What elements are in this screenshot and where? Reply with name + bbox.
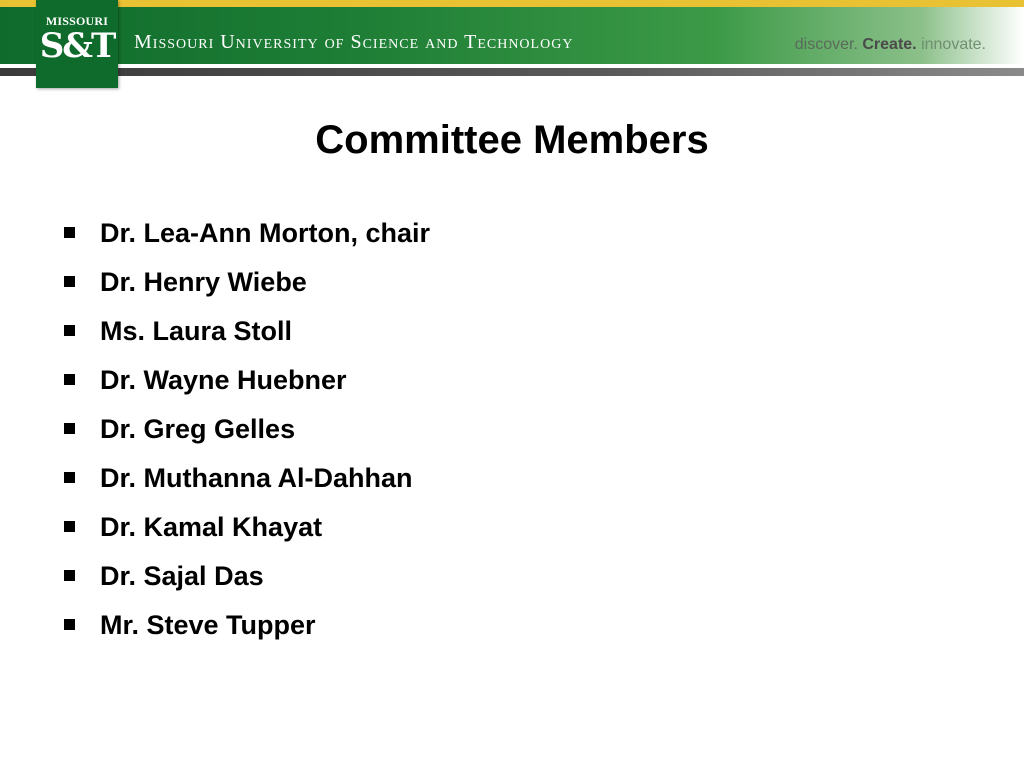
bullet-icon [64, 570, 75, 581]
member-name: Dr. Wayne Huebner [100, 365, 347, 395]
university-name: Missouri University of Science and Technology [134, 31, 574, 53]
tagline-discover: discover. [794, 36, 858, 53]
member-name: Dr. Kamal Khayat [100, 512, 323, 542]
gray-stripe [0, 68, 1024, 76]
bullet-icon [64, 521, 75, 532]
member-name: Mr. Steve Tupper [100, 610, 316, 640]
university-logo [36, 0, 118, 88]
gold-stripe [0, 0, 1024, 7]
member-name: Ms. Laura Stoll [100, 316, 293, 346]
logo-main-text: S&T [39, 26, 115, 66]
bullet-icon [64, 423, 75, 434]
bullet-icon [64, 619, 75, 630]
tagline-innovate: innovate. [921, 36, 986, 53]
bullet-icon [64, 472, 75, 483]
member-name: Dr. Henry Wiebe [100, 267, 307, 297]
tagline-create: Create. [862, 36, 917, 53]
member-name: Dr. Muthanna Al-Dahhan [100, 463, 413, 493]
member-name: Dr. Lea-Ann Morton, chair [100, 218, 431, 248]
tagline [795, 36, 986, 54]
slide-title: Committee Members [315, 118, 709, 162]
bullet-icon [64, 325, 75, 336]
logo-top-text: MISSOURI [45, 14, 109, 28]
bullet-icon [64, 374, 75, 385]
bullet-icon [64, 227, 75, 238]
member-name: Dr. Greg Gelles [100, 414, 296, 444]
bullet-icon [64, 276, 75, 287]
header-banner [0, 0, 1024, 78]
member-name: Dr. Sajal Das [100, 561, 264, 591]
